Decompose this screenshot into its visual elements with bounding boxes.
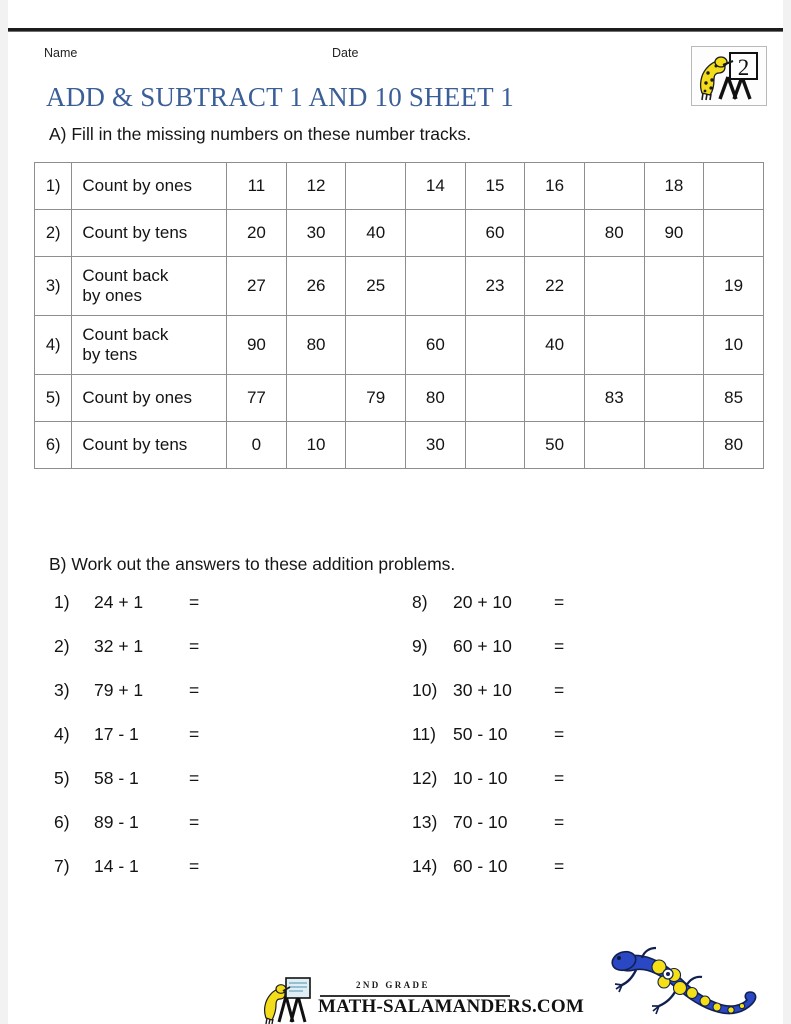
track-cell[interactable] [406, 257, 466, 316]
problem-number: 11) [412, 724, 436, 744]
problem-expression: 14 - 1 [94, 856, 139, 876]
footer-site-text: MATH-SALAMANDERS.COM [318, 996, 584, 1017]
track-cell[interactable] [644, 375, 704, 422]
problem-expression: 24 + 1 [94, 592, 144, 612]
problem-number: 1) [54, 592, 70, 612]
track-cell[interactable]: 22 [525, 257, 585, 316]
problem-expression: 17 - 1 [94, 724, 139, 744]
track-cell[interactable]: 80 [286, 316, 346, 375]
track-cell[interactable]: 16 [525, 163, 585, 210]
problem-expression: 60 - 10 [453, 856, 508, 876]
worksheet-sheet [8, 32, 783, 1024]
problem-number: 10) [412, 680, 438, 700]
track-cell[interactable]: 18 [644, 163, 704, 210]
footer-grade-text: 2ND GRADE [356, 980, 430, 990]
track-cell[interactable]: 90 [644, 210, 704, 257]
track-cell[interactable]: 10 [704, 316, 764, 375]
problem-expression: 79 + 1 [94, 680, 144, 700]
problem-expression: 50 - 10 [453, 724, 508, 744]
answer-blank[interactable]: = [554, 724, 565, 744]
track-cell[interactable]: 90 [227, 316, 287, 375]
grade-badge [691, 46, 767, 106]
problem-number: 6) [54, 812, 70, 832]
problem-expression: 89 - 1 [94, 812, 139, 832]
track-cell[interactable]: 14 [406, 163, 466, 210]
answer-blank[interactable]: = [554, 856, 565, 876]
problem-number: 9) [412, 636, 428, 656]
track-cell[interactable] [704, 163, 764, 210]
track-cell[interactable]: 80 [406, 375, 466, 422]
answer-blank[interactable]: = [189, 680, 200, 700]
track-cell[interactable]: 20 [227, 210, 287, 257]
answer-blank[interactable]: = [554, 636, 565, 656]
track-cell[interactable]: 83 [584, 375, 644, 422]
track-cell[interactable]: 23 [465, 257, 525, 316]
track-cell[interactable]: 85 [704, 375, 764, 422]
problem-expression: 10 - 10 [453, 768, 508, 788]
date-label: Date [332, 46, 359, 60]
problem-number: 3) [54, 680, 70, 700]
table-row [35, 257, 764, 316]
salamander-easel-icon [260, 976, 316, 1024]
blue-spotted-salamander-icon [602, 930, 762, 1024]
track-cell[interactable] [525, 210, 585, 257]
track-cell[interactable]: 27 [227, 257, 287, 316]
track-cell[interactable] [465, 422, 525, 469]
problem-number: 5) [54, 768, 70, 788]
svg-text:2: 2 [737, 55, 750, 80]
track-cell[interactable]: 60 [465, 210, 525, 257]
row-index: 5) [35, 375, 72, 422]
track-cell[interactable] [584, 163, 644, 210]
track-cell[interactable] [346, 163, 406, 210]
row-index: 2) [35, 210, 72, 257]
row-index: 1) [35, 163, 72, 210]
table-row [35, 163, 764, 210]
name-date-row [44, 46, 747, 64]
answer-blank[interactable]: = [554, 812, 565, 832]
section-b-instruction: B) Work out the answers to these addition problems. [49, 554, 456, 574]
problem-number: 7) [54, 856, 70, 876]
track-cell[interactable] [584, 257, 644, 316]
row-label: Count back by ones [72, 257, 227, 316]
track-cell[interactable]: 12 [286, 163, 346, 210]
problem-number: 4) [54, 724, 70, 744]
track-cell[interactable] [406, 210, 466, 257]
row-index: 3) [35, 257, 72, 316]
number-track-table [34, 162, 764, 469]
name-label: Name [44, 46, 78, 60]
track-cell[interactable] [465, 316, 525, 375]
decorative-salamander [602, 930, 762, 1024]
answer-blank[interactable]: = [189, 636, 200, 656]
answer-blank[interactable]: = [189, 768, 200, 788]
problem-number: 14) [412, 856, 438, 876]
track-cell[interactable] [584, 316, 644, 375]
track-cell[interactable] [644, 422, 704, 469]
row-label: Count by tens [72, 210, 227, 257]
answer-blank[interactable]: = [189, 592, 200, 612]
track-cell[interactable] [465, 375, 525, 422]
table-row [35, 316, 764, 375]
footer-logo [260, 976, 584, 1024]
problem-expression: 60 + 10 [453, 636, 512, 656]
row-label: Count by ones [72, 375, 227, 422]
track-cell[interactable] [525, 375, 585, 422]
row-label: Count by tens [72, 422, 227, 469]
track-cell[interactable] [584, 422, 644, 469]
track-cell[interactable] [644, 257, 704, 316]
track-cell[interactable]: 11 [227, 163, 287, 210]
track-cell[interactable]: 26 [286, 257, 346, 316]
problem-number: 8) [412, 592, 428, 612]
table-row [35, 375, 764, 422]
row-label: Count by ones [72, 163, 227, 210]
problem-expression: 30 + 10 [453, 680, 512, 700]
track-cell[interactable]: 40 [525, 316, 585, 375]
track-cell[interactable] [286, 375, 346, 422]
track-cell[interactable] [644, 316, 704, 375]
problem-number: 13) [412, 812, 438, 832]
page-edge-right [783, 0, 791, 1024]
track-cell[interactable]: 0 [227, 422, 287, 469]
table-row [35, 210, 764, 257]
track-cell[interactable]: 40 [346, 210, 406, 257]
track-cell[interactable]: 10 [286, 422, 346, 469]
track-cell[interactable]: 15 [465, 163, 525, 210]
problem-number: 2) [54, 636, 70, 656]
track-cell[interactable] [704, 210, 764, 257]
row-index: 4) [35, 316, 72, 375]
track-cell[interactable]: 77 [227, 375, 287, 422]
section-a-instruction: A) Fill in the missing numbers on these number tracks. [49, 124, 472, 144]
row-index: 6) [35, 422, 72, 469]
track-cell[interactable]: 30 [286, 210, 346, 257]
salamander-easel-icon [692, 47, 766, 105]
track-cell[interactable]: 80 [584, 210, 644, 257]
track-cell[interactable]: 19 [704, 257, 764, 316]
track-cell[interactable]: 30 [406, 422, 466, 469]
problem-expression: 32 + 1 [94, 636, 144, 656]
track-cell[interactable]: 60 [406, 316, 466, 375]
problem-expression: 20 + 10 [453, 592, 512, 612]
page-title: ADD & SUBTRACT 1 AND 10 SHEET 1 [46, 82, 514, 112]
problem-expression: 58 - 1 [94, 768, 139, 788]
table-row [35, 422, 764, 469]
problem-number: 12) [412, 768, 438, 788]
track-cell[interactable]: 80 [704, 422, 764, 469]
problem-expression: 70 - 10 [453, 812, 508, 832]
track-cell[interactable] [346, 422, 406, 469]
answer-blank[interactable]: = [554, 592, 565, 612]
number-track-body [35, 163, 764, 469]
answer-blank[interactable]: = [189, 812, 200, 832]
track-cell[interactable]: 25 [346, 257, 406, 316]
page-edge-left [0, 0, 8, 1024]
answer-blank[interactable]: = [554, 768, 565, 788]
track-cell[interactable]: 50 [525, 422, 585, 469]
track-cell[interactable] [346, 316, 406, 375]
answer-blank[interactable]: = [189, 856, 200, 876]
row-label: Count back by tens [72, 316, 227, 375]
answer-blank[interactable]: = [189, 724, 200, 744]
answer-blank[interactable]: = [554, 680, 565, 700]
track-cell[interactable]: 79 [346, 375, 406, 422]
